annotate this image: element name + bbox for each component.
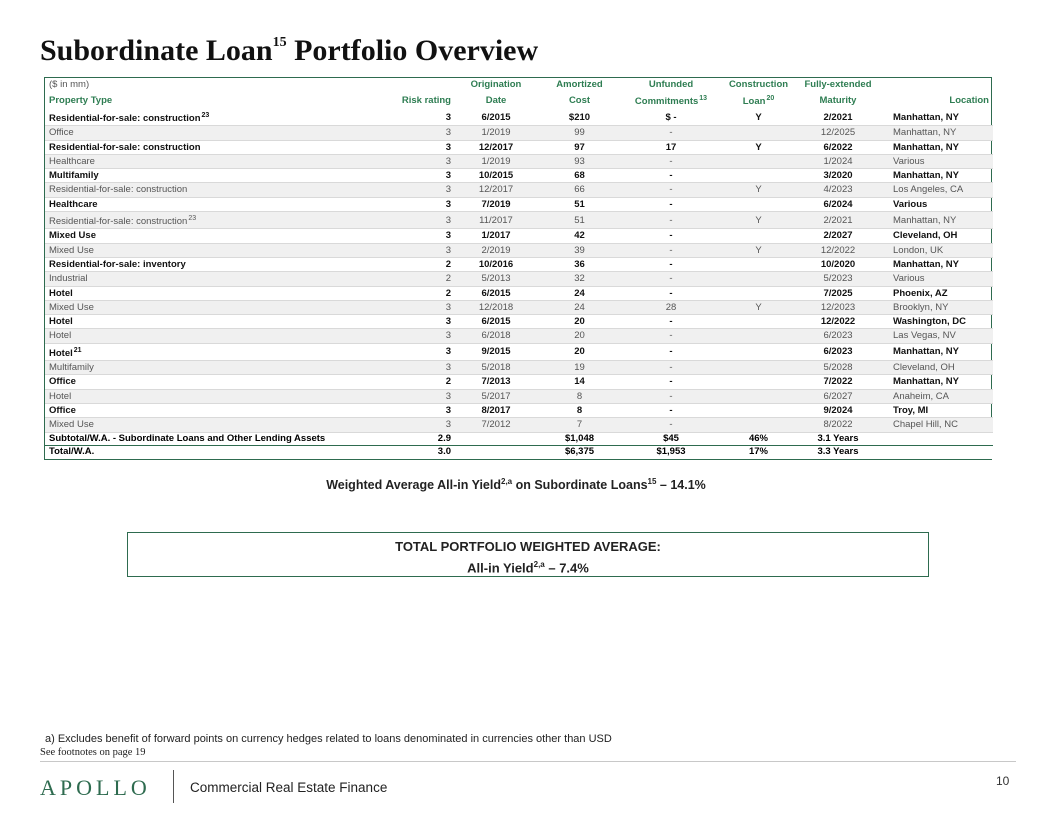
cell-cost: 51: [537, 212, 622, 229]
cell-date: 6/2018: [455, 329, 537, 343]
cell-cost: 8: [537, 389, 622, 403]
cell-location: Anaheim, CA: [879, 389, 993, 403]
cell-maturity: 7/2025: [797, 286, 879, 300]
cell-unfunded: -: [622, 197, 720, 211]
cell-construction: [720, 389, 797, 403]
cell-type: Multifamily: [45, 169, 385, 183]
cell-type: Residential-for-sale: construction: [45, 183, 385, 197]
cell-date: 10/2016: [455, 257, 537, 271]
cell-construction: [720, 126, 797, 140]
total-portfolio-box: [127, 532, 929, 577]
cell-type: Hotel: [45, 329, 385, 343]
cell-location: Manhattan, NY: [879, 109, 993, 126]
cell-type: Office: [45, 403, 385, 417]
cell-type: Office: [45, 375, 385, 389]
cell-risk: 3: [385, 154, 455, 168]
cell-risk: 3: [385, 212, 455, 229]
cell-maturity: 7/2022: [797, 375, 879, 389]
cell-risk: 3: [385, 403, 455, 417]
cell-type: Multifamily: [45, 361, 385, 375]
cell-construction: [720, 375, 797, 389]
cell-date: 10/2015: [455, 169, 537, 183]
table-row: [45, 272, 993, 286]
cell-construction: Y: [720, 300, 797, 314]
cell-date: 1/2019: [455, 126, 537, 140]
cell-unfunded: -: [622, 403, 720, 417]
table-row: [45, 286, 993, 300]
cell-risk: 2: [385, 375, 455, 389]
cell-maturity: 6/2022: [797, 140, 879, 154]
table-row: [45, 243, 993, 257]
table-row: [45, 361, 993, 375]
units-label: ($ in mm): [49, 79, 90, 90]
cell-construction: Y: [720, 109, 797, 126]
cell-unfunded: 28: [622, 300, 720, 314]
header-amortized: Amortized: [556, 79, 603, 90]
footer-divider: [40, 761, 1016, 762]
cell-type: Mixed Use: [45, 300, 385, 314]
cell-location: Las Vegas, NV: [879, 329, 993, 343]
page-title: Subordinate Loan$^{15}$ Portfolio Overview: [40, 34, 539, 67]
cell-risk: 3: [385, 169, 455, 183]
cell-risk: 3: [385, 329, 455, 343]
cell-construction: [720, 154, 797, 168]
cell-unfunded: -: [622, 286, 720, 300]
header-location: Location: [949, 94, 989, 106]
table-row: [45, 126, 993, 140]
cell-location: Brooklyn, NY: [879, 300, 993, 314]
cell-type: Mixed Use: [45, 229, 385, 243]
cell-unfunded: $ -: [622, 109, 720, 126]
cell-risk: 3: [385, 418, 455, 432]
cell-cost: 97: [537, 140, 622, 154]
cell-cost: 20: [537, 343, 622, 360]
table-row: [45, 229, 993, 243]
table-row: [45, 389, 993, 403]
cell-construction: [720, 403, 797, 417]
cell-risk: 3: [385, 109, 455, 126]
cell-cost: 20: [537, 329, 622, 343]
total-box-heading: TOTAL PORTFOLIO WEIGHTED AVERAGE:: [395, 539, 661, 554]
footnote-ref: 23: [201, 112, 210, 119]
cell-cost: 19: [537, 361, 622, 375]
cell-date: 12/2018: [455, 300, 537, 314]
cell-location: Various: [879, 154, 993, 168]
cell-date: 6/2015: [455, 286, 537, 300]
header-maturity-2: Maturity: [819, 94, 857, 106]
cell-construction: Y: [720, 140, 797, 154]
cell-construction: Y: [720, 212, 797, 229]
cell-unfunded: -: [622, 418, 720, 432]
cell-type: Hotel: [45, 315, 385, 329]
cell-unfunded: -: [622, 315, 720, 329]
apollo-logo: APOLLO: [40, 775, 151, 800]
total-row: Total/W.A. 3.0 $6,375 $1,953 17% 3.3 Years: [45, 446, 993, 459]
cell-risk: 3: [385, 315, 455, 329]
table-row: [45, 169, 993, 183]
cell-maturity: 6/2023: [797, 329, 879, 343]
cell-date: 5/2018: [455, 361, 537, 375]
header-property-type: Property Type: [49, 94, 113, 106]
table-row: [45, 212, 993, 229]
cell-risk: 3: [385, 197, 455, 211]
cell-date: 12/2017: [455, 183, 537, 197]
cell-construction: [720, 343, 797, 360]
header-unfunded: Unfunded: [648, 79, 694, 90]
cell-unfunded: -: [622, 212, 720, 229]
portfolio-table: [44, 77, 992, 460]
cell-type: Hotel: [45, 286, 385, 300]
table-row: [45, 315, 993, 329]
cell-location: Manhattan, NY: [879, 140, 993, 154]
cell-maturity: 12/2022: [797, 315, 879, 329]
cell-maturity: 1/2024: [797, 154, 879, 168]
cell-location: Chapel Hill, NC: [879, 418, 993, 432]
cell-risk: 3: [385, 343, 455, 360]
footer-subtitle: Commercial Real Estate Finance: [190, 780, 388, 795]
cell-type: Hotel: [45, 389, 385, 403]
cell-construction: [720, 418, 797, 432]
cell-type: Healthcare: [45, 154, 385, 168]
cell-location: Manhattan, NY: [879, 343, 993, 360]
cell-type: Mixed Use: [45, 243, 385, 257]
cell-type: Office: [45, 126, 385, 140]
cell-type: Mixed Use: [45, 418, 385, 432]
cell-type: Industrial: [45, 272, 385, 286]
cell-risk: 3: [385, 361, 455, 375]
weighted-average-yield: Weighted Average All-in Yield$^{2,a}$ on Subordinate Loans$^{15}$ – 14.1%: [326, 477, 706, 493]
cell-risk: 2: [385, 257, 455, 271]
title-footnote: 15: [272, 35, 287, 50]
cell-unfunded: -: [622, 361, 720, 375]
cell-date: 7/2019: [455, 197, 537, 211]
cell-location: Manhattan, NY: [879, 169, 993, 183]
cell-cost: 66: [537, 183, 622, 197]
cell-cost: 93: [537, 154, 622, 168]
cell-date: 6/2015: [455, 109, 537, 126]
cell-construction: Y: [720, 183, 797, 197]
cell-cost: 8: [537, 403, 622, 417]
cell-unfunded: -: [622, 183, 720, 197]
cell-construction: [720, 272, 797, 286]
cell-construction: [720, 229, 797, 243]
cell-maturity: 3/2020: [797, 169, 879, 183]
cell-risk: 3: [385, 300, 455, 314]
cell-cost: 51: [537, 197, 622, 211]
cell-type: Hotel$^{21}$: [45, 343, 385, 360]
cell-unfunded: -: [622, 257, 720, 271]
cell-construction: [720, 197, 797, 211]
table-row: [45, 154, 993, 168]
footnote-a: a) Excludes benefit of forward points on currency hedges related to loans denominated in currencies other than USD: [45, 733, 612, 745]
cell-construction: [720, 169, 797, 183]
cell-date: 7/2012: [455, 418, 537, 432]
logo-divider: [173, 770, 174, 803]
cell-location: Various: [879, 197, 993, 211]
table-row: [45, 343, 993, 360]
cell-cost: 32: [537, 272, 622, 286]
cell-date: 1/2019: [455, 154, 537, 168]
cell-construction: [720, 257, 797, 271]
cell-construction: [720, 361, 797, 375]
cell-date: 8/2017: [455, 403, 537, 417]
table-row: [45, 197, 993, 211]
footnote-ref: 21: [73, 346, 82, 354]
cell-risk: 2: [385, 272, 455, 286]
cell-risk: 3: [385, 389, 455, 403]
cell-type: Healthcare: [45, 197, 385, 211]
cell-type: Residential-for-sale: construction$^{23}$: [45, 109, 385, 126]
cell-cost: 39: [537, 243, 622, 257]
cell-cost: 14: [537, 375, 622, 389]
cell-type: Residential-for-sale: construction$^{23}$: [45, 212, 385, 229]
subtotal-row: Subtotal/W.A. - Subordinate Loans and Other Lending Assets 2.9 $1,048 $45 46% 3.1 Years: [45, 432, 993, 446]
cell-cost: 68: [537, 169, 622, 183]
see-footnotes: See footnotes on page 19: [40, 747, 146, 758]
cell-risk: 3: [385, 243, 455, 257]
cell-risk: 3: [385, 229, 455, 243]
cell-location: Phoenix, AZ: [879, 286, 993, 300]
header-commitments: Commitments$^{13}$: [634, 95, 708, 107]
cell-cost: $210: [537, 109, 622, 126]
cell-construction: [720, 315, 797, 329]
cell-location: Los Angeles, CA: [879, 183, 993, 197]
header-risk-rating: Risk rating: [401, 94, 451, 106]
cell-cost: 20: [537, 315, 622, 329]
cell-risk: 3: [385, 183, 455, 197]
cell-date: 11/2017: [455, 212, 537, 229]
table-row: [45, 300, 993, 314]
table-row: [45, 140, 993, 154]
table-row: [45, 418, 993, 432]
header-date: Date: [485, 94, 507, 106]
cell-type: Residential-for-sale: inventory: [45, 257, 385, 271]
cell-cost: 99: [537, 126, 622, 140]
cell-location: Various: [879, 272, 993, 286]
cell-unfunded: -: [622, 389, 720, 403]
cell-unfunded: -: [622, 243, 720, 257]
cell-maturity: 12/2025: [797, 126, 879, 140]
cell-unfunded: 17: [622, 140, 720, 154]
cell-date: 2/2019: [455, 243, 537, 257]
header-loan: Loan$^{20}$: [742, 95, 775, 107]
cell-maturity: 12/2023: [797, 300, 879, 314]
cell-risk: 3: [385, 140, 455, 154]
cell-location: Cleveland, OH: [879, 361, 993, 375]
cell-maturity: 4/2023: [797, 183, 879, 197]
cell-cost: 36: [537, 257, 622, 271]
cell-unfunded: -: [622, 154, 720, 168]
cell-location: Washington, DC: [879, 315, 993, 329]
cell-maturity: 6/2023: [797, 343, 879, 360]
cell-location: Manhattan, NY: [879, 375, 993, 389]
cell-location: Manhattan, NY: [879, 126, 993, 140]
cell-date: 5/2017: [455, 389, 537, 403]
cell-unfunded: -: [622, 272, 720, 286]
cell-maturity: 6/2024: [797, 197, 879, 211]
cell-unfunded: -: [622, 343, 720, 360]
header-origination: Origination: [470, 79, 522, 90]
cell-date: 6/2015: [455, 315, 537, 329]
cell-date: 9/2015: [455, 343, 537, 360]
cell-cost: 24: [537, 286, 622, 300]
cell-risk: 3: [385, 126, 455, 140]
total-box-yield: All-in Yield$^{2,a}$ – 7.4%: [467, 560, 589, 576]
cell-cost: 7: [537, 418, 622, 432]
cell-maturity: 5/2028: [797, 361, 879, 375]
cell-maturity: 2/2027: [797, 229, 879, 243]
cell-location: London, UK: [879, 243, 993, 257]
cell-maturity: 6/2027: [797, 389, 879, 403]
table-row: [45, 403, 993, 417]
cell-date: 5/2013: [455, 272, 537, 286]
table-row: [45, 375, 993, 389]
cell-construction: [720, 286, 797, 300]
cell-date: 12/2017: [455, 140, 537, 154]
cell-date: 7/2013: [455, 375, 537, 389]
table-row: [45, 329, 993, 343]
table-row: [45, 183, 993, 197]
cell-location: Manhattan, NY: [879, 212, 993, 229]
cell-unfunded: -: [622, 126, 720, 140]
header-construction: Construction: [728, 79, 789, 90]
cell-cost: 24: [537, 300, 622, 314]
cell-maturity: 9/2024: [797, 403, 879, 417]
table-row: [45, 257, 993, 271]
cell-unfunded: -: [622, 229, 720, 243]
cell-risk: 2: [385, 286, 455, 300]
cell-maturity: 10/2020: [797, 257, 879, 271]
cell-cost: 42: [537, 229, 622, 243]
page-number: 10: [996, 774, 1010, 788]
cell-construction: [720, 329, 797, 343]
cell-location: Manhattan, NY: [879, 257, 993, 271]
cell-construction: Y: [720, 243, 797, 257]
cell-maturity: 8/2022: [797, 418, 879, 432]
cell-maturity: 5/2023: [797, 272, 879, 286]
cell-unfunded: -: [622, 169, 720, 183]
table-row: [45, 109, 993, 126]
cell-location: Troy, MI: [879, 403, 993, 417]
cell-type: Residential-for-sale: construction: [45, 140, 385, 154]
header-maturity: Fully-extended: [804, 79, 872, 90]
header-cost: Cost: [568, 94, 591, 106]
cell-location: Cleveland, OH: [879, 229, 993, 243]
cell-unfunded: -: [622, 329, 720, 343]
footnote-ref: 23: [188, 215, 197, 223]
cell-date: 1/2017: [455, 229, 537, 243]
cell-maturity: 2/2021: [797, 109, 879, 126]
cell-unfunded: -: [622, 375, 720, 389]
cell-maturity: 2/2021: [797, 212, 879, 229]
cell-maturity: 12/2022: [797, 243, 879, 257]
